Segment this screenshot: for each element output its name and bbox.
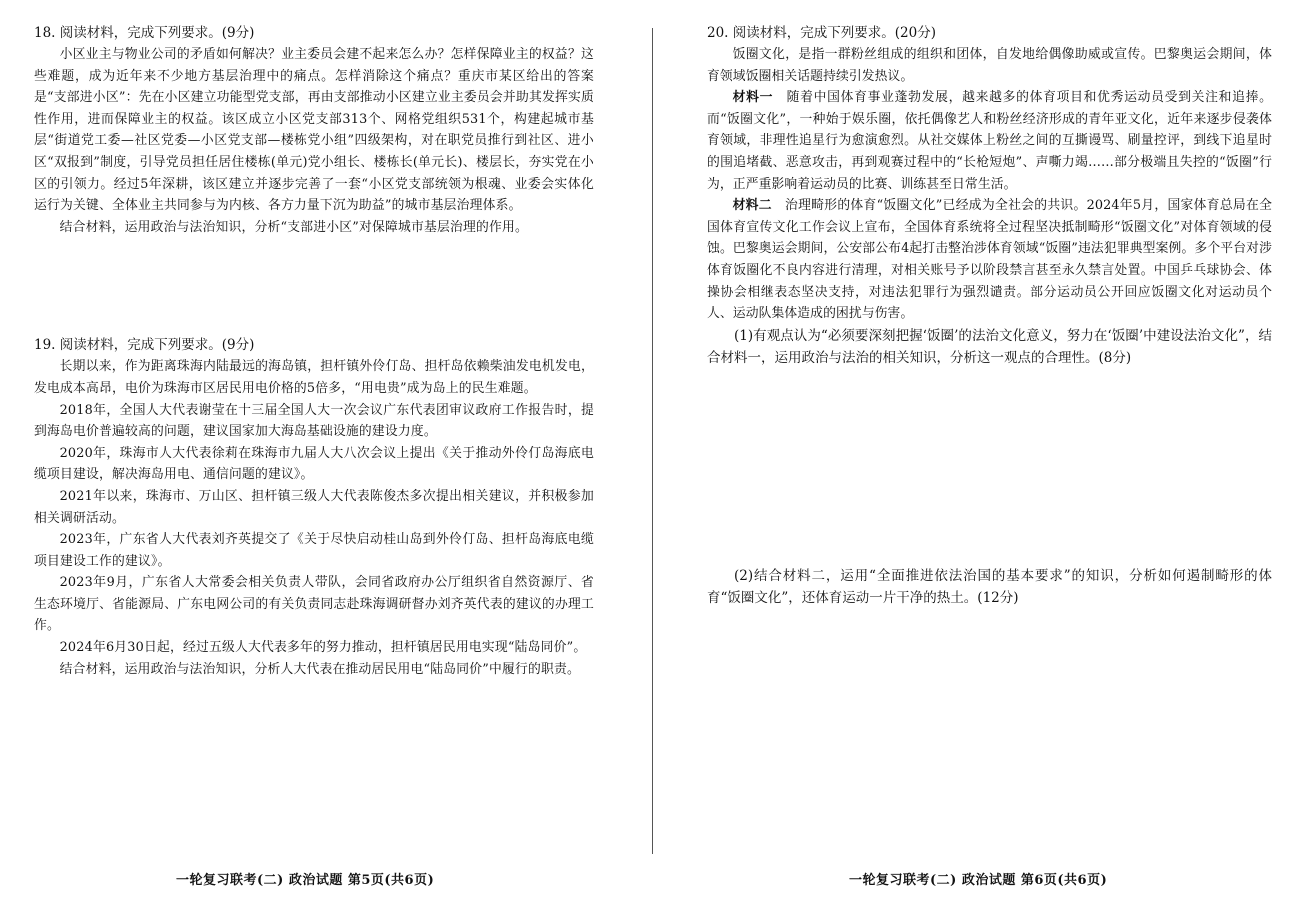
question-19-paragraph: 长期以来，作为距离珠海内陆最远的海岛镇，担杆镇外伶仃岛、担杆岛依赖柴油发电机发电，发电成本高昂，电价为珠海市区居民用电价格的5倍多，“用电贵”成为岛上的民生难题。 bbox=[34, 359, 594, 396]
question-19-task: 结合材料，运用政治与法治知识，分析人大代表在推动居民用电“陆岛同价”中履行的职责。 bbox=[59, 661, 580, 677]
question-20-task-2: (2)结合材料二，运用“全面推进依法治国的基本要求”的知识，分析如何遏制畸形的体育“饭圈文化”，还体育运动一片干净的热土。(12分) bbox=[707, 567, 1272, 606]
question-19-title: 19. 阅读材料，完成下列要求。(9分) bbox=[34, 337, 255, 354]
question-19-paragraph: 2023年，广东省人大代表刘齐英提交了《关于尽快启动桂山岛到外伶仃岛、担杆岛海底电缆项目建设工作的建议》。 bbox=[34, 532, 594, 569]
page-divider bbox=[652, 28, 653, 854]
material-2-label: 材料二 bbox=[732, 198, 772, 214]
question-18-material: 小区业主与物业公司的矛盾如何解决？业主委员会建不起来怎么办？怎样保障业主的权益？这些难题，成为近年来不少地方基层治理中的痛点。怎样消除这个痛点？重庆市某区给出的答案是“支部进小区”：先在小区建立功能型党支部，再由支部推动小区建立业主委员会并助其发挥实质性作用，进而保障业主的权益。该区成立小区党支部313个、网格党组织531个，构建起城市基层“街道党工委—社区党委—小区党支部—楼栋党小组”四级架构，对在职党员推行到社区、进小区“双报到”制度，引导党员担任居住楼栋(单元)党小组长、楼栋长(单元长)、楼层长，夯实党在小区的引领力。经过5年深耕，该区建立并逐步完善了一套“小区党支部统领为根魂、业委会实体化运行为关键、全体业主共同参与为内核、各方力量下沉为助益”的城市基层治理体系。 bbox=[34, 47, 594, 214]
question-19-paragraph: 2020年，珠海市人大代表徐莉在珠海市九届人大八次会议上提出《关于推动外伶仃岛海底电缆项目建设，解决海岛用电、通信问题的建议》。 bbox=[34, 445, 594, 483]
right-page-column bbox=[707, 22, 1272, 609]
answer-space-20-1 bbox=[707, 369, 1272, 565]
left-page-column bbox=[34, 22, 594, 680]
question-18-title: 18. 阅读材料，完成下列要求。(9分) bbox=[34, 25, 255, 41]
question-19-paragraph: 2021年以来，珠海市、万山区、担杆镇三级人大代表陈俊杰多次提出相关建议，并积极参加相关调研活动。 bbox=[34, 488, 594, 526]
question-20-title: 20. 阅读材料，完成下列要求。(20分) bbox=[707, 25, 936, 41]
material-1-label: 材料一 bbox=[732, 90, 774, 106]
question-20-material-1 bbox=[707, 87, 1272, 195]
answer-space-18 bbox=[34, 238, 594, 334]
page-footer-left: 一轮复习联考(二) 政治试题 第5页(共6页) bbox=[176, 873, 435, 888]
material-2-text: 治理畸形的体育“饭圈文化”已经成为全社会的共识。2024年5月，国家体育总局在全国体育宣传文化工作会议上宣布，全国体育系统将全过程坚决抵制畸形“饭圈文化”对体育领域的侵蚀。巴黎奥运会期间，公安部公布4起打击整治涉体育领域“饭圈”违法犯罪典型案例。多个平台对涉体育饭圈化不良内容进行清理，对相关账号予以阶段禁言甚至永久禁言处置。中国乒乓球协会、体操协会相继表态坚决支持，对违法犯罪行为强烈谴责。部分运动员公开回应饭圈文化对运动员个人、运动队集体造成的困扰与伤害。 bbox=[707, 198, 1272, 322]
question-19-paragraph: 2024年6月30日起，经过五级人大代表多年的努力推动，担杆镇居民用电实现“陆岛同价”。 bbox=[59, 640, 587, 656]
question-19-paragraph: 2018年，全国人大代表谢莹在十三届全国人大一次会议广东代表团审议政府工作报告时，提到海岛电价普遍较高的问题，建议国家加大海岛基础设施的建设力度。 bbox=[34, 402, 594, 440]
question-20-material-2 bbox=[707, 195, 1272, 325]
material-1-text: 随着中国体育事业蓬勃发展，越来越多的体育项目和优秀运动员受到关注和追捧。而“饭圈文化”，一种始于娱乐圈，依托偶像艺人和粉丝经济形成的青年亚文化，近年来逐步侵袭体育领域，非理性追星行为愈演愈烈。从社交媒体上粉丝之间的互撕谩骂、刷量控评，到线下追星时的围追堵截、恶意攻击，再到观赛过程中的“长枪短炮”、声嘶力竭……部分极端且失控的“饭圈”行为，正严重影响着运动员的比赛、训练甚至日常生活。 bbox=[707, 90, 1272, 192]
question-20-intro: 饭圈文化，是指一群粉丝组成的组织和团体，自发地给偶像助威或宣传。巴黎奥运会期间，体育领域饭圈相关话题持续引发热议。 bbox=[707, 47, 1272, 84]
question-18-task: 结合材料，运用政治与法治知识，分析“支部进小区”对保障城市基层治理的作用。 bbox=[59, 219, 528, 235]
question-20-task-1: (1)有观点认为“必须要深刻把握‘饭圈’的法治文化意义，努力在‘饭圈’中建设法治文化”，结合材料一，运用政治与法治的相关知识，分析这一观点的合理性。(8分) bbox=[707, 327, 1272, 366]
page-footer-right: 一轮复习联考(二) 政治试题 第6页(共6页) bbox=[849, 873, 1108, 888]
question-19-paragraph: 2023年9月，广东省人大常委会相关负责人带队，会同省政府办公厅组织省自然资源厅、省生态环境厅、省能源局、广东电网公司的有关负责同志赴珠海调研督办刘齐英代表的建议的办理工作。 bbox=[34, 575, 594, 634]
